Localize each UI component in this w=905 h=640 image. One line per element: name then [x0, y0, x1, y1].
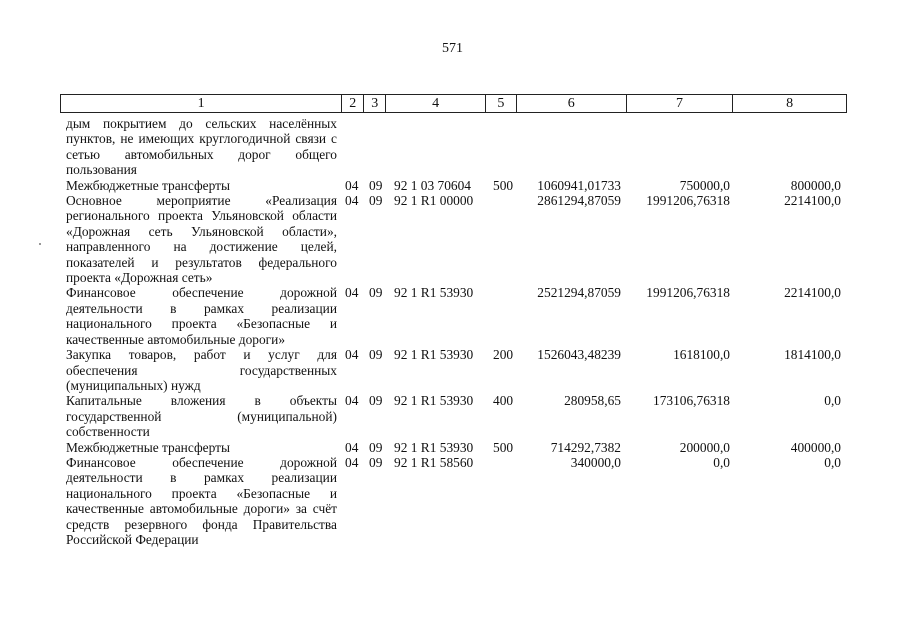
row-subsection: 09: [369, 439, 383, 455]
row-value-col6: 714292,7382: [550, 439, 621, 455]
row-name: Межбюджетные трансферты: [66, 439, 230, 455]
row-target-article: 92 1 R1 58560: [394, 454, 474, 470]
row-name: Основное мероприятие «Реализация регионального проекта Ульяновской области «Дорожная сеть Ульяновской области», направленного на достижение целей, показателей и результатов федерального проекта «Дорожная сеть»: [66, 193, 337, 286]
row-target-article: 92 1 R1 00000: [394, 193, 474, 209]
row-value-col8: 800000,0: [790, 177, 841, 193]
row-value-col6: 1060941,01733: [537, 177, 621, 193]
row-name: Межбюджетные трансферты: [66, 177, 230, 193]
row-name: Закупка товаров, работ и услуг для обеспечения государственных (муниципальных) нужд: [66, 347, 337, 393]
row-section: 04: [345, 177, 359, 193]
row-value-col8: 2214100,0: [784, 193, 841, 209]
row-value-col8: 400000,0: [790, 439, 841, 455]
row-target-article: 92 1 R1 53930: [394, 347, 474, 363]
row-value-col7: 1618100,0: [673, 347, 730, 363]
header-col-2: 2: [342, 95, 364, 112]
row-value-col6: 280958,65: [564, 393, 621, 409]
table-row: [0, 193, 905, 285]
row-name: Финансовое обеспечение дорожной деятельности в рамках реализации национального проекта «Безопасные и качественные автомобильные дороги»: [66, 285, 337, 347]
row-value-col6: 340000,0: [570, 454, 621, 470]
row-subsection: 09: [369, 285, 383, 301]
table-header: [60, 94, 847, 113]
row-value-col7: 200000,0: [679, 439, 730, 455]
table-row: [0, 440, 905, 455]
row-subsection: 09: [369, 393, 383, 409]
table-row: [0, 178, 905, 193]
row-section: 04: [345, 393, 359, 409]
row-subsection: 09: [369, 347, 383, 363]
row-value-col8: 1814100,0: [784, 347, 841, 363]
row-expense-type: 500: [493, 439, 514, 455]
table-row: [0, 285, 905, 347]
row-target-article: 92 1 R1 53930: [394, 439, 474, 455]
row-value-col7: 0,0: [713, 454, 730, 470]
header-col-3: 3: [364, 95, 386, 112]
row-name: дым покрытием до сельских населённых пунктов, не имеющих круглогодичной связи с сетью автомобильных дорог общего пользования: [66, 116, 337, 178]
scan-speck: [39, 243, 41, 245]
row-value-col7: 173106,76318: [653, 393, 730, 409]
row-subsection: 09: [369, 193, 383, 209]
row-value-col8: 0,0: [824, 393, 841, 409]
header-col-8: 8: [786, 96, 794, 111]
header-col-1: 1: [61, 95, 342, 112]
table-row: [0, 116, 905, 178]
row-value-col7: 1991206,76318: [646, 285, 730, 301]
row-subsection: 09: [369, 454, 383, 470]
row-target-article: 92 1 R1 53930: [394, 285, 474, 301]
row-expense-type: 400: [493, 393, 514, 409]
row-subsection: 09: [369, 177, 383, 193]
table-row: [0, 347, 905, 393]
row-value-col8: 2214100,0: [784, 285, 841, 301]
header-col-6: 6: [517, 95, 627, 112]
row-value-col6: 2521294,87059: [537, 285, 621, 301]
row-section: 04: [345, 347, 359, 363]
row-section: 04: [345, 454, 359, 470]
row-value-col6: 1526043,48239: [537, 347, 621, 363]
header-col-4: 4: [386, 95, 486, 112]
table-row: [0, 455, 905, 547]
page-number: 571: [442, 41, 463, 56]
row-expense-type: 200: [493, 347, 514, 363]
table-row: [0, 393, 905, 439]
row-value-col7: 750000,0: [679, 177, 730, 193]
row-section: 04: [345, 193, 359, 209]
row-section: 04: [345, 285, 359, 301]
row-value-col8: 0,0: [824, 454, 841, 470]
row-section: 04: [345, 439, 359, 455]
row-expense-type: 500: [493, 177, 514, 193]
row-target-article: 92 1 03 70604: [394, 177, 471, 193]
row-value-col6: 2861294,87059: [537, 193, 621, 209]
header-col-7: 7: [627, 95, 734, 112]
table-body: [0, 116, 905, 547]
row-target-article: 92 1 R1 53930: [394, 393, 474, 409]
row-value-col7: 1991206,76318: [646, 193, 730, 209]
row-name: Финансовое обеспечение дорожной деятельности в рамках реализации национального проекта «Безопасные и качественные автомобильные дороги» за счёт средств резервного фонда Правительства Российской Федерации: [66, 454, 337, 547]
row-name: Капитальные вложения в объекты государственной (муниципальной) собственности: [66, 393, 337, 440]
header-col-5: 5: [486, 95, 517, 112]
